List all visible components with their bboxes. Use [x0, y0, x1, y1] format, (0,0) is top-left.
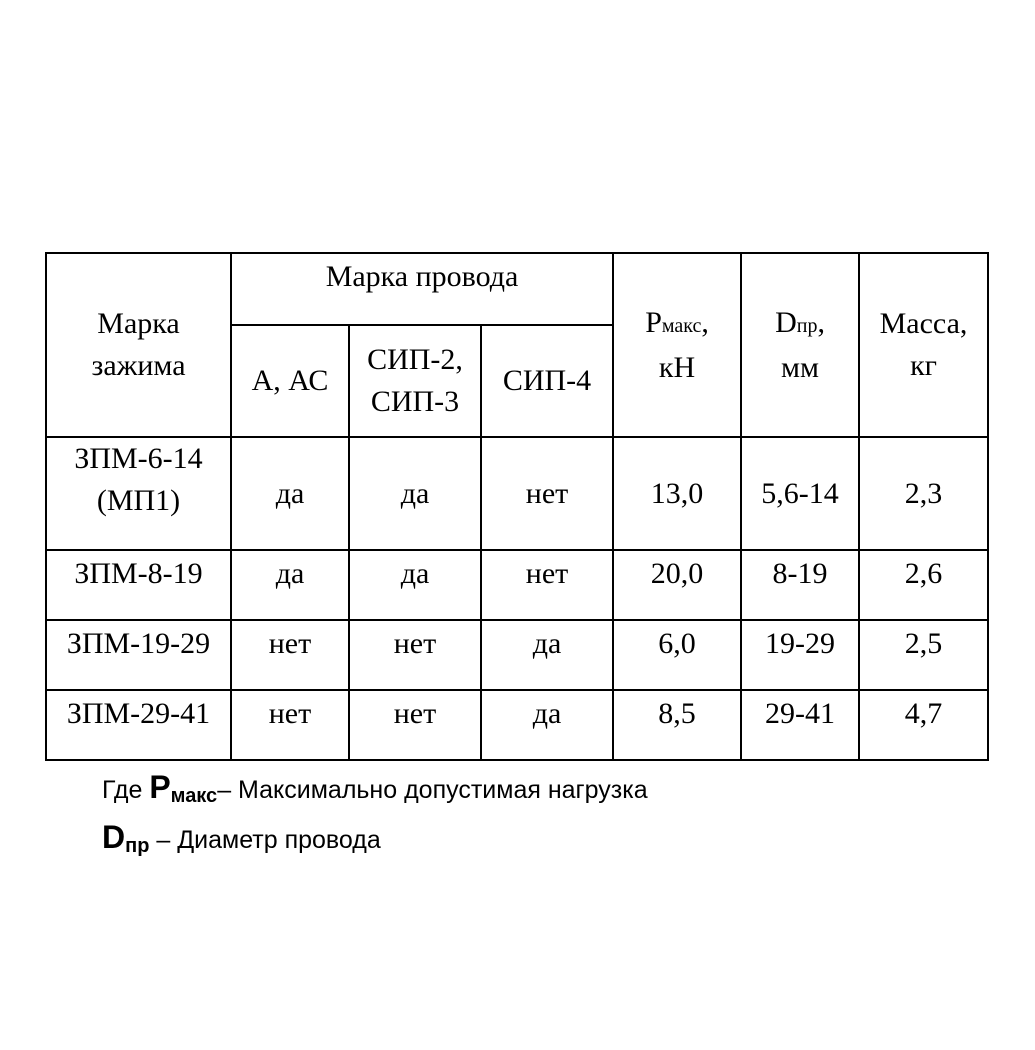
- cell-a-ac: [231, 550, 349, 620]
- cell-pmax: [613, 550, 741, 620]
- cell-sip4-text: да: [532, 627, 562, 660]
- cell-a-ac-text: да: [275, 557, 305, 590]
- cell-pmax: [613, 620, 741, 690]
- header-mass-label: Масса,: [879, 307, 968, 340]
- cell-mass: 2,3: [859, 437, 988, 550]
- header-pmax-unit: кН: [658, 350, 696, 384]
- cell-clamp-name-line-1: ЗПМ-6-14: [74, 442, 203, 475]
- cell-dpr: 5,6-14: [741, 437, 859, 550]
- legend-pmax-symbol: P: [149, 769, 171, 805]
- cell-sip23-text: да: [400, 557, 430, 590]
- header-mass-unit: кг: [910, 349, 937, 382]
- header-pmax-comma: ,: [701, 305, 709, 339]
- cell-dpr: [741, 690, 859, 760]
- cell-sip4: [481, 550, 613, 620]
- header-wire-mark-group-label: Марка провода: [325, 260, 519, 293]
- table-row: [46, 550, 988, 620]
- cell-dpr-text: 29-41: [765, 697, 836, 730]
- cell-sip23: [349, 550, 481, 620]
- table-row: [46, 437, 988, 550]
- table-row: [46, 690, 988, 760]
- cell-dpr-text: 8-19: [772, 557, 828, 590]
- cell-clamp-name-text: ЗПМ-29-41: [66, 697, 211, 730]
- cell-sip23-text: нет: [393, 627, 437, 660]
- cell-sip23: [349, 690, 481, 760]
- legend-dpr: [102, 820, 381, 859]
- cell-dpr: [741, 550, 859, 620]
- header-pmax-line-1: [614, 302, 740, 347]
- legend-pmax: [102, 770, 648, 809]
- cell-sip4: нет: [481, 437, 613, 550]
- header-dpr-symbol: D: [775, 305, 797, 339]
- header-mass: [859, 253, 988, 437]
- header-row-top: [46, 253, 988, 325]
- cell-mass-text: 4,7: [904, 697, 943, 730]
- cell-sip4: [481, 690, 613, 760]
- cell-a-ac-text: нет: [268, 627, 312, 660]
- cell-a-ac: [231, 690, 349, 760]
- cell-mass-text: 2,5: [904, 627, 943, 660]
- legend-dpr-symbol: D: [102, 819, 126, 855]
- cell-mass: [859, 690, 988, 760]
- cell-clamp-name: [46, 690, 231, 760]
- header-wire-sip4-label: СИП-4: [502, 364, 592, 397]
- cell-mass-text: 2,6: [904, 557, 943, 590]
- cell-sip4: [481, 620, 613, 690]
- header-clamp-mark: [46, 253, 231, 437]
- header-dpr-comma: ,: [817, 305, 825, 339]
- header-pmax-symbol: P: [645, 305, 662, 339]
- cell-sip23-text: нет: [393, 697, 437, 730]
- cell-clamp-name: [46, 437, 231, 550]
- cell-pmax-text: 20,0: [650, 557, 704, 590]
- header-wire-a-ac-label: А, АС: [251, 364, 329, 397]
- header-wire-sip23-line-2: СИП-3: [370, 385, 460, 418]
- legend-pmax-sub: макс: [170, 785, 218, 807]
- legend-pmax-prefix: Где: [102, 776, 150, 804]
- cell-sip4-text: да: [532, 697, 562, 730]
- cell-dpr-text: 19-29: [765, 627, 836, 660]
- cell-pmax: 13,0: [613, 437, 741, 550]
- cell-sip23: да: [349, 437, 481, 550]
- cell-clamp-name-line-2: (МП1): [96, 484, 181, 517]
- cell-dpr: [741, 620, 859, 690]
- cell-clamp-name-text: ЗПМ-19-29: [66, 627, 211, 660]
- header-wire-sip4: [481, 325, 613, 437]
- legend-dpr-sub: пр: [125, 835, 150, 857]
- header-clamp-mark-line-1: Марка: [97, 307, 180, 340]
- table-row: [46, 620, 988, 690]
- header-pmax: [613, 253, 741, 437]
- cell-pmax-text: 6,0: [658, 627, 696, 660]
- cell-clamp-name-text: ЗПМ-8-19: [74, 557, 203, 590]
- cell-a-ac: [231, 620, 349, 690]
- header-wire-sip23-line-1: СИП-2,: [367, 343, 463, 376]
- header-dpr: [741, 253, 859, 437]
- header-dpr-unit: мм: [781, 350, 820, 384]
- cell-pmax-text: 8,5: [658, 697, 696, 730]
- cell-pmax: [613, 690, 741, 760]
- header-wire-a-ac: [231, 325, 349, 437]
- cell-mass: [859, 620, 988, 690]
- header-wire-sip23: [349, 325, 481, 437]
- cell-a-ac-text: нет: [268, 697, 312, 730]
- cell-a-ac: да: [231, 437, 349, 550]
- header-wire-mark-group: [231, 253, 613, 325]
- header-clamp-mark-line-2: зажима: [91, 349, 186, 382]
- header-dpr-sub: пр: [796, 314, 818, 337]
- header-dpr-line-1: [742, 302, 858, 347]
- cell-mass: [859, 550, 988, 620]
- header-pmax-sub: макс: [661, 314, 702, 337]
- cell-clamp-name: [46, 550, 231, 620]
- legend-pmax-text: – Максимально допустимая нагрузка: [217, 776, 648, 804]
- clamp-spec-table: [45, 252, 989, 761]
- legend-dpr-text: – Диаметр провода: [149, 826, 381, 854]
- cell-sip23: [349, 620, 481, 690]
- cell-sip4-text: нет: [525, 557, 569, 590]
- cell-clamp-name: [46, 620, 231, 690]
